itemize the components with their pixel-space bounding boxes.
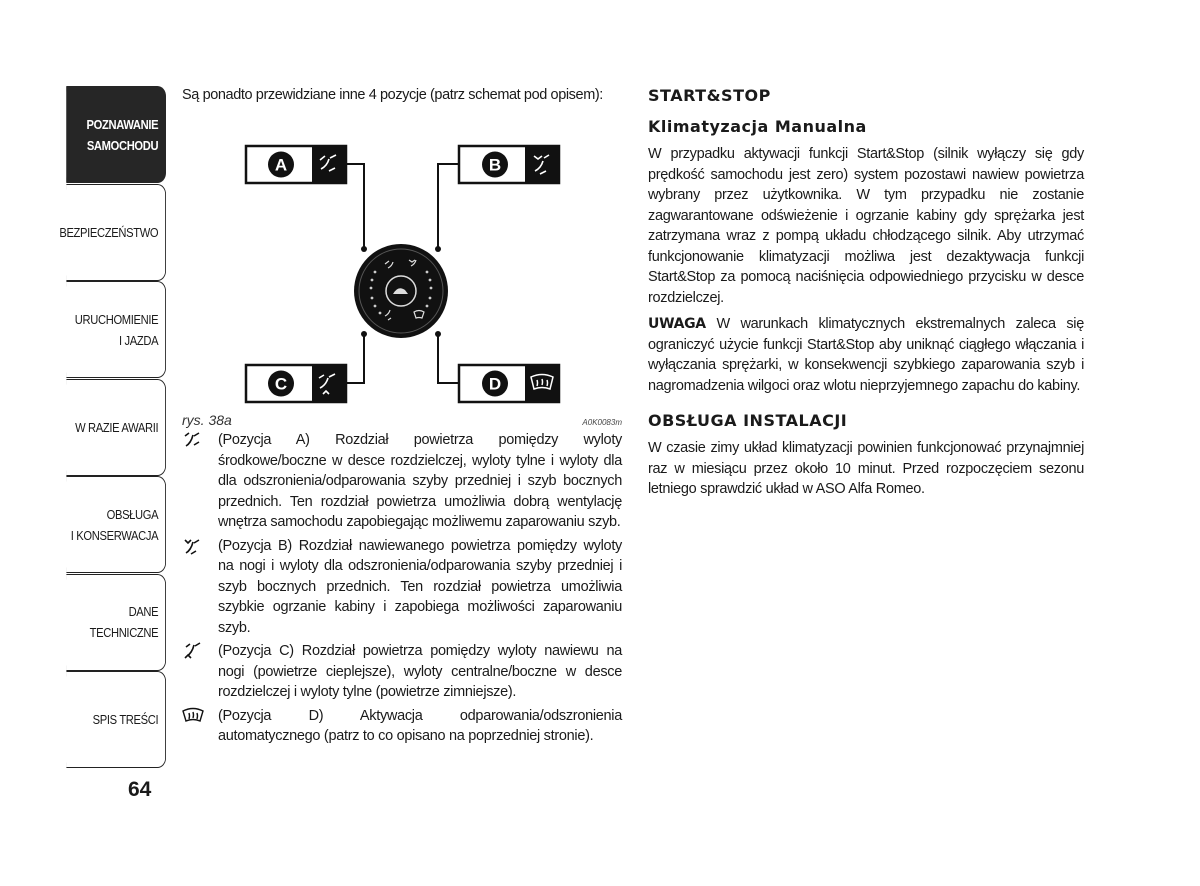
position-b-description: (Pozycja B) Rozdział nawiewanego powietrza pomiędzy wyloty na nogi i wyloty dla odszronienia/odparowania szyby przedniej i szyb bocznych przednich. Ten rozdział powietrza umożliwia szybkie ogrzanie kabiny i zapobiega możliwości zaparowaniu szyb.: [218, 537, 622, 636]
tab-label: DANE TECHNICZNE: [89, 604, 159, 640]
start-stop-paragraph: W przypadku aktywacji funkcji Start&Stop (silnik wyłączy się gdy prędkość samochodu jest zero) system pozostawi nawiew powietrza wybrany przez użytkownika. W tym przypadku nie zostanie zagwarantowane odświeżenie i ogrzanie kabiny gdy sprężarka jest zatrzymana wraz z pompą układu chłodzącego silnik. Aby utrzymać funkcjonowanie klimatyzacji możliwa jest dezaktywacja funkcji Start&Stop za pomocą naciśnięcia odpowiedniego przycisku w desce rozdzielczej.: [648, 146, 1084, 306]
vent-feet-defrost-icon: [182, 537, 204, 555]
tab-bezpieczenstwo[interactable]: [59, 184, 166, 281]
position-c-letter: C: [274, 374, 288, 394]
left-column: [182, 84, 622, 744]
position-d-description: (Pozycja D) Aktywacja odparowania/odszronienia automatycznego (patrz to co opisano na poprzedniej stronie).: [218, 707, 622, 744]
position-a-box: [246, 146, 346, 183]
tab-label: BEZPIECZEŃSTWO: [59, 224, 159, 240]
tab-label: URUCHOMIENIE I JAZDA: [74, 311, 159, 348]
air-distribution-knob: [354, 244, 448, 338]
list-item: [182, 536, 622, 639]
warning-text: W warunkach klimatycznych ekstremalnych zaleca się ograniczyć użycie funkcji Start&Stop aby uniknąć ciągłego włączania i wyłączania sprężarki, w konsekwencji szybkiego zaparowania szyb i nagromadzenia wilgoci oraz wlotu nieprzyjemnego zapachu do kabiny.: [648, 316, 1084, 394]
tab-obsluga-i-konserwacja[interactable]: [66, 476, 166, 573]
tab-label: POZNAWANIE SAMOCHODU: [86, 116, 159, 153]
position-b-letter: B: [488, 155, 502, 175]
tab-label: OBSŁUGA I KONSERWACJA: [70, 506, 159, 543]
vent-feet-center-icon: [182, 642, 204, 660]
figure-38a: [182, 116, 622, 428]
tab-label: SPIS TREŚCI: [92, 712, 159, 727]
figure-caption: rys. 38a: [182, 412, 232, 428]
position-c-box: [246, 365, 346, 402]
right-column: [648, 86, 1084, 500]
position-list: [182, 430, 622, 750]
position-a-letter: A: [274, 155, 288, 175]
position-d-box: [459, 365, 559, 402]
position-d-letter: D: [488, 374, 502, 394]
tab-label: W RAZIE AWARII: [75, 419, 159, 435]
warning-paragraph: [648, 314, 1084, 396]
figure-code: A0K0083m: [582, 418, 622, 427]
tab-poznawanie-samochodu[interactable]: [66, 86, 166, 183]
section-heading-start-stop: START&STOP: [648, 86, 771, 105]
air-distribution-diagram: [182, 116, 622, 416]
intro-text: Są ponadto przewidziane inne 4 pozycje (patrz schemat pod opisem):: [182, 87, 603, 103]
maintenance-paragraph: W czasie zimy układ klimatyzacji powinien funkcjonować przynajmniej raz w miesiącu przez około 10 minut. Przed rozpoczęciem sezonu letniego sprawdzić układ w ASO Alfa Romeo.: [648, 440, 1084, 497]
position-c-description: (Pozycja C) Rozdział powietrza pomiędzy wyloty nawiewu na nogi (powietrze cieplejsze), wyloty centralne/boczne w desce rozdzielczej i wyloty tylne (powietrze zimniejsze).: [218, 643, 622, 700]
position-a-description: (Pozycja A) Rozdział powietrza pomiędzy wyloty środkowe/boczne w desce rozdzielczej, wyloty tylne i wyloty dla dla odszronienia/odparowania szyby przedniej i szyb bocznych przednich. Ten rozdział powietrza umożliwia dobrą wentylację wnętrza samochodu zapobiegając możliwemu zaparowaniu szyb.: [218, 432, 622, 530]
tab-spis-tresci[interactable]: [66, 671, 166, 768]
tab-dane-techniczne[interactable]: [66, 574, 166, 671]
page-number: 64: [128, 778, 152, 801]
tab-w-razie-awarii[interactable]: [66, 379, 166, 476]
chapter-tabs: [50, 86, 166, 769]
tab-uruchomienie-i-jazda[interactable]: [66, 281, 166, 378]
list-item: [182, 641, 622, 703]
warning-label: UWAGA: [648, 316, 706, 332]
section-heading-maintenance: OBSŁUGA INSTALACJI: [648, 411, 848, 430]
vent-center-side-icon: [182, 431, 204, 449]
position-b-box: [459, 146, 559, 183]
defrost-windscreen-icon: [182, 707, 204, 725]
list-item: [182, 430, 622, 533]
list-item: [182, 706, 622, 747]
section-subheading-climate: Klimatyzacja Manualna: [648, 117, 867, 136]
